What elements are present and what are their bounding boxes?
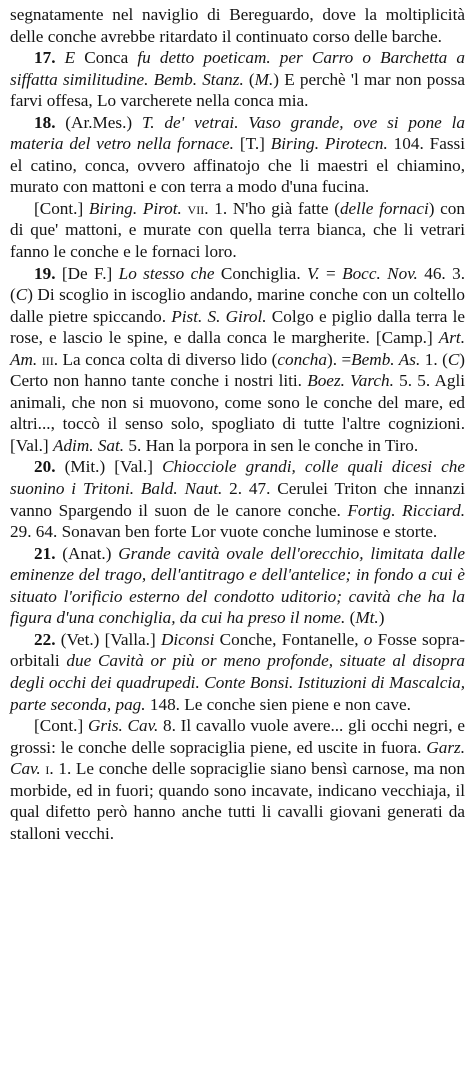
sense-21-paragraph — [10, 543, 465, 629]
text-run: 1. ( — [420, 349, 448, 369]
italic-text: Bemb. As. — [351, 349, 421, 369]
italic-text: Fortig. Ricciard. — [347, 500, 465, 520]
roman-numeral: i — [45, 759, 50, 779]
text-run: Conchiglia. — [214, 263, 308, 283]
roman-numeral: iii — [41, 349, 54, 369]
text-run: . 1. N'ho già fatte ( — [204, 198, 340, 218]
text-run: 2. 47. Cerulei Triton che innanzi vanno Spargendo il suon de le canore conche. — [10, 479, 465, 520]
text-run: 46. 3. ( — [10, 263, 466, 305]
roman-numeral: vii — [187, 198, 205, 218]
text-run: 5. 5. Agli animali, che non si muovono, come sono le conche del mare, ed altri..., toccò il senso solo, spogliato di tutte l'altre cognizioni. [Val.] — [10, 371, 466, 455]
text-run: Conche, Fontanelle, — [214, 629, 364, 649]
italic-text: Grande cavità ovale dell'orecchio, limitata dalle eminenze del trago, dell'antitrago e dell'antelice; in fondo a cui è situato l'orificio esterno del condotto uditorio; cavità che ha la figura d'una conchiglia, da cui ha preso il nome. — [10, 543, 466, 628]
italic-text: C — [447, 349, 460, 369]
sense-number: 21. — [34, 543, 56, 563]
italic-text: Art. Am. — [10, 328, 465, 369]
text-run: 29. 64. Sonavan ben forte Lor vuote conche luminose e storte. — [10, 522, 438, 542]
italic-text: Garz. Cav. — [10, 737, 465, 779]
text-run: 148. Le conche sien piene e non cave. — [145, 694, 411, 714]
italic-text: o — [363, 629, 373, 649]
text-run: (Anat.) — [55, 543, 119, 563]
text-run: ) Di scoglio in iscoglio andando, marine conche con un coltello dalle pietre spiccando. — [10, 285, 465, 326]
text-run: (Ar.Mes.) — [55, 112, 142, 132]
sense-22-paragraph — [10, 629, 465, 715]
text-run: (Vet.) [Valla.] — [55, 629, 161, 649]
italic-text: fu detto poeticam. per Carro o Barchetta a siffatta similitudine. Bemb. Stanz. — [10, 48, 466, 89]
italic-text: Diconsi — [160, 629, 215, 649]
sense-19-paragraph — [10, 263, 465, 457]
text-run: [Cont.] — [34, 716, 88, 736]
italic-text: Bocc. Nov. — [342, 263, 418, 283]
italic-text: Pist. S. Girol. — [171, 306, 267, 326]
italic-text: Adim. Sat. — [52, 435, 125, 455]
sense-number: 19. — [34, 263, 56, 283]
sense-18-paragraph — [10, 112, 465, 198]
text-run: ) — [378, 608, 385, 628]
italic-text: M. — [254, 69, 274, 89]
text-run: [De F.] — [55, 263, 119, 283]
italic-text: T. de' vetrai. Vaso grande, ove si pone la materia del vetro nella fornace. — [10, 112, 465, 154]
text-run: ( — [345, 608, 356, 628]
text-run — [55, 48, 64, 67]
italic-text: Mt. — [355, 608, 379, 628]
sense-22-continuation — [10, 715, 465, 844]
text-run: = — [319, 263, 343, 283]
text-run: Colgo e piglio dalla terra le rose, e lascio le spine, e dalla conca le margherite. [Camp.] — [10, 306, 465, 348]
italic-text: E — [64, 48, 76, 68]
text-run: . La conca colta di diverso lido ( — [53, 349, 278, 369]
text-run: Conca — [75, 48, 138, 68]
italic-text: Biring. Pirotecn. — [270, 134, 388, 154]
text-run: [Cont.] — [34, 198, 89, 218]
text-run: . 1. Le conche delle sopraciglie siano bensì carnose, ma non morbide, ed in fuori; quando sono incavate, indicano vecchiaja, il qual difetto però hanno anche tutti li cavalli giovani generati da stalloni vecchi. — [10, 759, 465, 843]
text-run: ) Certo non hanno tante conche i nostri liti. — [10, 349, 466, 391]
sense-number: 22. — [34, 629, 56, 649]
sense-17-paragraph — [10, 47, 465, 112]
text-run: 5. Han la porpora in sen le conche in Tiro. — [124, 435, 419, 455]
text-run: [T.] — [233, 134, 271, 154]
italic-text: C — [15, 285, 28, 305]
text-run: (Mit.) [Val.] — [55, 457, 163, 477]
sense-number: 18. — [34, 112, 56, 132]
sense-18-continuation — [10, 198, 465, 263]
text-run: ). = — [326, 349, 352, 369]
italic-text: delle fornaci — [339, 198, 429, 218]
text-run: ( — [243, 69, 255, 89]
italic-text: Biring. Pirot. — [88, 198, 182, 218]
sense-number: 17. — [34, 48, 56, 68]
text-run: 8. Il cavallo vuole avere... gli occhi negri, e grossi: le conche delle sopraciglia piene, ed uscite in fuora. — [10, 716, 465, 757]
italic-text: Chiocciole grandi, colle quali dicesi che suonino i Tritoni. Bald. Naut. — [10, 457, 465, 499]
sense-20-paragraph — [10, 456, 465, 542]
italic-text: Boez. Varch. — [307, 371, 394, 391]
text-run: Fosse sopra-orbitali — [10, 629, 465, 671]
italic-text: due Cavità or più or meno profonde, situate al disopra degli occhi dei quadrupedi. Conte Bonsi. Istituzioni di Mascalcia, parte seconda, pag. — [10, 651, 465, 714]
text-run: ) E perchè 'l mar non possa farvi offesa, Lo varcherete nella conca mia. — [10, 69, 465, 111]
text-run: segnatamente nel naviglio di Bereguardo, dove la moltiplicità delle conche avrebbe ritardato il continuato corso delle barche. — [10, 5, 465, 46]
sense-number: 20. — [34, 457, 56, 477]
italic-text: Lo stesso che — [118, 263, 215, 283]
entry-continuation — [10, 4, 465, 47]
italic-text: Gris. Cav. — [87, 716, 159, 736]
italic-text: V. — [307, 263, 320, 283]
text-run: ) con di que' mattoni, e murate con quella terra bianca, che li vetrari fanno le conche e le fornaci loro. — [10, 198, 465, 262]
text-run: 104. Fassi el catino, conca, ovvero affinatojo che li maestri el chiamino, murato con mattoni e con terra a modo d'una fucina. — [10, 134, 465, 197]
italic-text: concha — [277, 349, 327, 369]
